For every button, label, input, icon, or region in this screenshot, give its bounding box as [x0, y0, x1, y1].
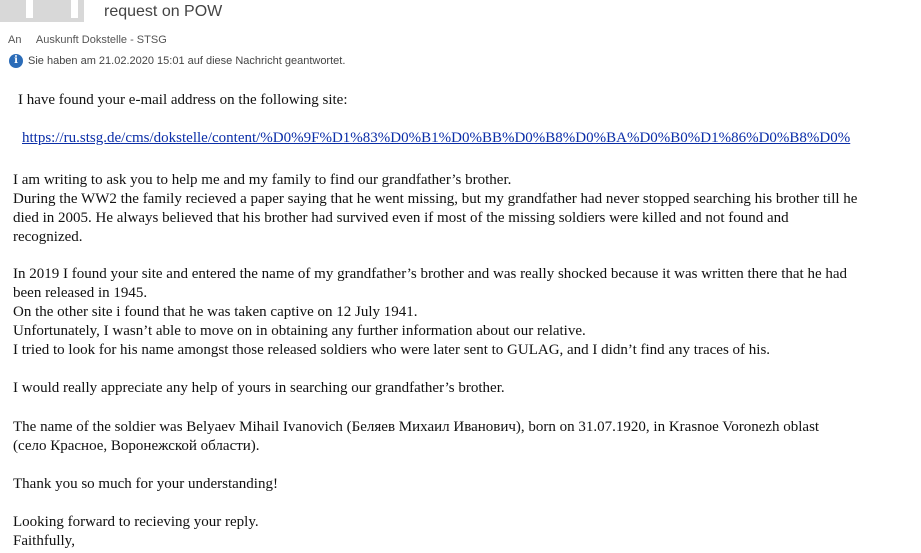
recipient-row	[8, 34, 167, 46]
replied-info-bar	[9, 54, 345, 68]
avatar-stroke	[26, 0, 33, 18]
text-line: (село Красное, Воронежской области).	[13, 438, 260, 454]
source-link[interactable]: https://ru.stsg.de/cms/dokstelle/content/%D0%9F%D1%83%D0%B1%D0%BB%D0%B8%D0%BA%D0%B0%D1%86%D0%B8%D0%	[22, 130, 851, 146]
recipient-name[interactable]: Auskunft Dokstelle - STSG	[35, 34, 167, 46]
text-line: On the other site i found that he was taken captive on 12 July 1941.	[13, 304, 418, 320]
text-line: died in 2005. He always believed that his brother had survived even if most of the missing soldiers were killed and not found and	[13, 210, 789, 226]
text-line: I tried to look for his name amongst those released soldiers who were later sent to GULAG, and I didn’t find any traces of his.	[13, 342, 771, 358]
text-line: been released in 1945.	[13, 285, 148, 301]
avatar-stroke	[71, 0, 78, 18]
intro-paragraph: I have found your e-mail address on the following site:	[18, 92, 348, 108]
paragraph-soldier-details	[13, 418, 915, 456]
signoff: Faithfully,	[13, 533, 75, 549]
paragraph-appreciation: I would really appreciate any help of yours in searching our grandfather’s brother.	[13, 380, 505, 396]
to-label: An	[8, 34, 22, 46]
text-line: I am writing to ask you to help me and my family to find our grandfather’s brother.	[13, 172, 512, 188]
text-line: Looking forward to recieving your reply.	[13, 514, 259, 530]
text-line: During the WW2 the family recieved a paper saying that he went missing, but my grandfather had never stopped searching his brother till he	[13, 191, 858, 207]
text-line: The name of the soldier was Belyaev Mihail Ivanovich (Беляев Михаил Иванович), born on 31.07.1920, in Krasnoe Voronezh oblast	[13, 419, 820, 435]
paragraph-closing	[13, 513, 915, 551]
text-line: Unfortunately, I wasn’t able to move on in obtaining any further information about our relative.	[13, 323, 586, 339]
text-line: In 2019 I found your site and entered the name of my grandfather’s brother and was really shocked because it was written there that he had	[13, 266, 848, 282]
paragraph-request	[13, 171, 915, 247]
text-line: recognized.	[13, 229, 83, 245]
info-icon: i	[9, 54, 23, 68]
email-subject: request on POW	[104, 3, 223, 20]
paragraph-thanks: Thank you so much for your understanding!	[13, 476, 278, 492]
sender-avatar	[0, 0, 84, 22]
paragraph-findings	[13, 265, 915, 360]
replied-info-text: Sie haben am 21.02.2020 15:01 auf diese Nachricht geantwortet.	[28, 55, 346, 67]
